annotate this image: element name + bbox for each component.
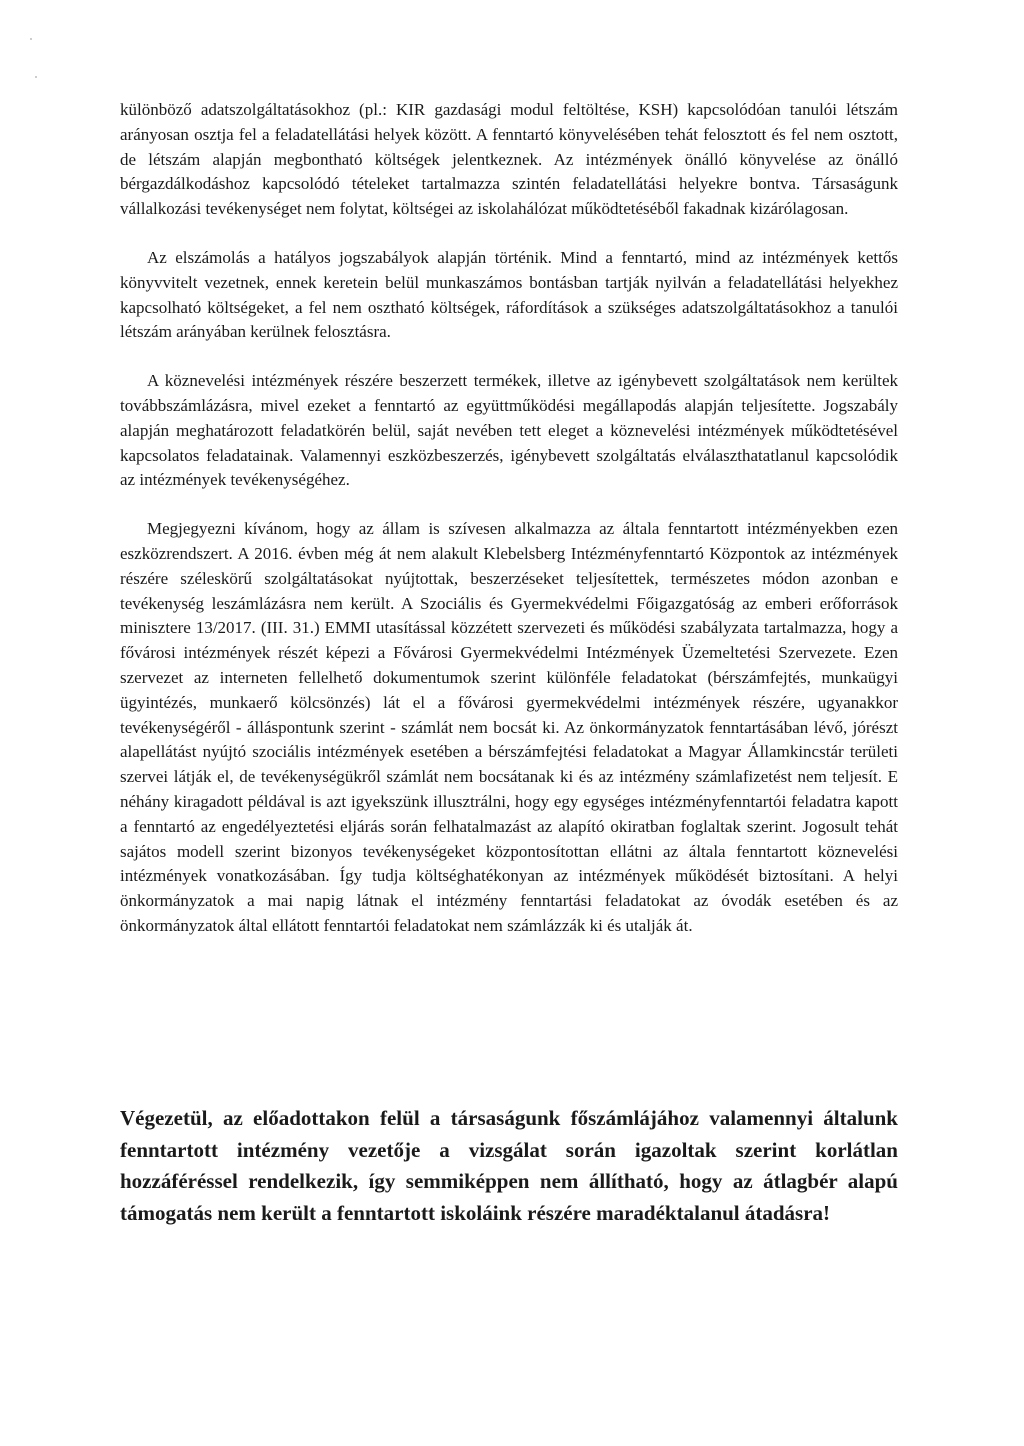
paragraph-services: A köznevelési intézmények részére beszerzett termékek, illetve az igénybevett szolgáltatások nem kerültek továbbszámlázásra, mivel ezeket a fenntartó az együttműködési megállapodás alapján teljesítette. Jogszabály alapján meghatározott feladatkörén belül, saját nevében tett eleget a köznevelési intézmények működtetésével kapcsolatos feladatainak. Valamennyi eszközbeszerzés, igénybevett szolgáltatás elválaszthatatlanul kapcsolódik az intézmények tevékenységéhez. [120,371,898,490]
closing-statement: Végezetül, az előadottakon felül a társaságunk főszámlájához valamennyi általunk fenntartott intézmény vezetője a vizsgálat során igazoltak szerint korlátlan hozzáféréssel rendelkezik, így semmiképpen nem állítható, hogy az átlagbér alapú támogatás nem került a fenntartott iskoláink részére maradéktalanul átadásra! [120,1106,898,1225]
paragraph-accounting: Az elszámolás a hatályos jogszabályok alapján történik. Mind a fenntartó, mind az intézmények kettős könyvvitelt vezetnek, ennek keretein belül munkaszámos bontásban tartják nyilván a feladatellátási helyekhez kapcsolható költségeket, a fel nem osztható költségek, ráfordítások a szükséges adatszolgáltatásokhoz a tanulói létszám arányában kerülnek felosztásra. [120,247,898,342]
scan-speck [35,76,37,78]
paragraph-state-practice: Megjegyezni kívánom, hogy az állam is szívesen alkalmazza az általa fenntartott intézményekben ezen eszközrendszert. A 2016. évben még át nem alakult Klebelsberg Intézményfenntartó Központok az intézmények részére széleskörű szolgáltatásokat nyújtottak, beszerzéseket teljesítettek, természetes módon azonban e tevékenység leszámlázásra nem került. A Szociális és Gyermekvédelmi Főigazgatóság az emberi erőforrások minisztere 13/2017. (III. 31.) EMMI utasítással közzétett szervezeti és működési szabályzata tartalmazza, hogy a fővárosi intézmények részét képezi a Fővárosi Gyermekvédelmi Intézmények Üzemeltetési Szervezete. Ezen szervezet az interneten fellelhető dokumentumok szerint különféle feladatokat (bérszámfejtés, munkaügyi ügyintézés, munkaerő kölcsönzés) lát el a fővárosi gyermekvédelmi intézmények részére, ugyanakkor tevékenységéről - álláspontunk szerint - számlát nem bocsát ki. Az önkormányzatok fenntartásában lévő, jórészt alapellátást nyújtó szociális intézmények esetében a bérszámfejtési feladatokat a Magyar Államkincstár területi szervei látják el, de tevékenységükről számlát nem bocsátanak ki és az intézmény számlafizetést nem teljesít. E néhány kiragadott példával is azt igyekszünk illusztrálni, hogy egy egységes intézményfenntartói feladatra kapott a fenntartó az engedélyeztetési eljárás során felhatalmazást az alapító okiratban foglaltak szerint. Jogosult tehát sajátos modell szerint bizonyos tevékenységeket központosítottan ellátni az általa fenntartott köznevelési intézmények vonatkozásában. Így tudja költséghatékonyan az intézmények működését biztosítani. A helyi önkormányzatok a mai napig látnak el intézmény fenntartási feladatokat az óvodák esetében és az önkormányzatok által ellátott fenntartói feladatokat nem számlázzák ki és utalják át. [120,519,898,935]
scan-speck [30,38,32,40]
paragraph-continuation: különböző adatszolgáltatásokhoz (pl.: KIR gazdasági modul feltöltése, KSH) kapcsolódóan tanulói létszám arányosan osztja fel a feladatellátási helyek között. A fenntartó könyvelésében tehát felosztott és fel nem osztott, de létszám alapján megbontható költségek jelentkeznek. Az intézmények önálló könyvelése az önálló bérgazdálkodáshoz kapcsolódó tételeket tartalmazza szintén feladatellátási helyekre bontva. Társaságunk vállalkozási tevékenységet nem folytat, költségei az iskolahálózat működtetéséből fakadnak kizárólagosan. [120,100,898,219]
document-body [120,98,898,963]
